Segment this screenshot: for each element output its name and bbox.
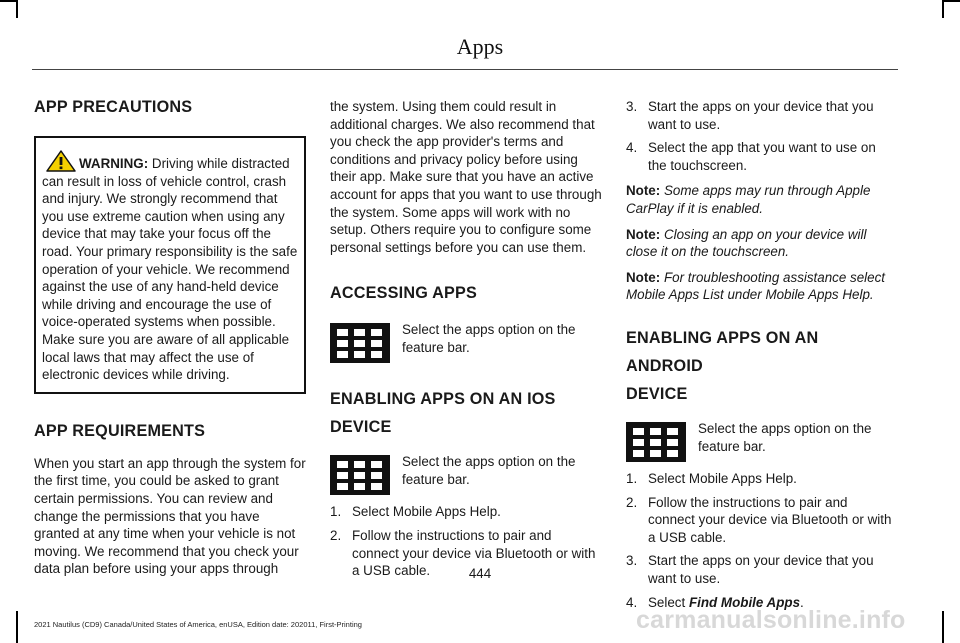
header-divider [32,69,898,70]
step-number: 2. [626,494,638,510]
ios-heading [330,385,602,441]
step-suffix: . [800,594,804,610]
step-text: Start the apps on your device that you want to use. [648,99,874,132]
requirements-text: When you start an app through the system for the first time, you could be asked to grant certain permissions. You can review and change the permissions that you have granted at any time when your vehicle is not moving. We recommend that you check your data plan before using your apps through [34,455,306,577]
list-item [626,139,898,174]
step-number: 3. [626,553,638,569]
warning-text: Driving while distracted can result in loss of vehicle control, crash and injury. We strongly recommend that you use extreme caution when using any device that may take your focus off the road. Your primary responsibility is the safe operation of your vehicle. We recommend against the use of any hand-held device while driving and encourage the use of voice-operated systems when possible. Make sure you are aware of all applicable local laws that may affect the use of electronic devices while driving. [42,156,298,383]
android-steps-list [626,470,898,611]
crop-mark [942,0,960,2]
apps-grid-icon [330,455,390,495]
column-2 [330,98,602,586]
note-troubleshooting [626,269,898,304]
crop-mark [942,611,944,643]
step-text: Select Mobile Apps Help. [352,504,501,520]
note-text: Closing an app on your device will close it on the touchscreen. [626,226,867,260]
note-label: Note: [626,226,661,242]
ios-heading-line1: ENABLING APPS ON AN IOS [330,390,556,409]
accessing-heading: ACCESSING APPS [330,284,478,303]
ios-icon-row [330,453,602,495]
warning-triangle-icon [46,150,76,172]
step-text: Start the apps on your device that you want to use. [648,553,874,586]
android-heading-line2: DEVICE [626,384,688,403]
android-icon-row [626,420,898,462]
list-item [626,470,898,488]
watermark: carmanualsonline.info [636,606,906,634]
crop-mark [16,0,18,18]
ios-heading-line2: DEVICE [330,418,392,437]
step-number: 1. [626,470,638,486]
note-carplay [626,182,898,217]
apps-grid-icon [330,323,390,363]
note-label: Note: [626,269,661,285]
column-3 [626,98,898,617]
list-item [330,503,602,521]
step-number: 2. [330,527,342,543]
column-1 [34,98,306,578]
step-number: 4. [626,594,638,610]
android-heading-line1: ENABLING APPS ON AN ANDROID [626,328,819,375]
accessing-icon-text: Select the apps option on the feature bar. [402,322,576,355]
crop-mark [942,0,944,18]
ios-steps-list-continued [626,98,898,174]
list-item [626,98,898,133]
note-closing-app [626,226,898,261]
note-text: Some apps may run through Apple CarPlay if it is enabled. [626,183,871,216]
list-item [626,494,898,547]
requirements-heading: APP REQUIREMENTS [34,421,206,440]
android-icon-text: Select the apps option on the feature bar. [698,420,872,454]
warning-label: WARNING: [79,156,149,171]
step-number: 1. [330,504,342,520]
crop-mark [16,611,18,643]
warning-box [34,136,306,394]
step-emphasis: Find Mobile Apps [688,594,801,610]
step-number: 4. [626,140,638,156]
warning-paragraph [42,150,298,384]
page-header-title: Apps [456,34,504,59]
step-text: Follow the instructions to pair and connect your device via Bluetooth or with a USB cable. [648,494,892,545]
step-text: Select the app that you want to use on the touchscreen. [648,140,876,173]
note-label: Note: [626,183,661,199]
android-heading [626,324,898,408]
precautions-heading: APP PRECAUTIONS [34,98,193,116]
step-prefix: Select [648,594,686,610]
footer-edition-text: 2021 Nautilus (CD9) Canada/United States of America, enUSA, Edition date: 202011, First-Printing [34,620,362,629]
step-text: Follow the instructions to pair and connect your device via Bluetooth or with a USB cable. [352,527,596,579]
step-text: Select Mobile Apps Help. [648,470,797,486]
apps-grid-icon [626,422,686,462]
continued-text: the system. Using them could result in additional charges. We also recommend that you check the app provider's terms and conditions and privacy policy before using their app. Make sure that you have an active account for apps that you want to use through the system. Some apps will work with no setup. Others require you to configure some personal settings before you can use them. [330,99,602,255]
ios-icon-text: Select the apps option on the feature bar. [402,454,576,487]
note-text: For troubleshooting assistance select Mobile Apps List under Mobile Apps Help. [626,269,886,303]
accessing-icon-row [330,321,602,363]
page-number: 444 [468,566,492,581]
step-number: 3. [626,99,638,114]
